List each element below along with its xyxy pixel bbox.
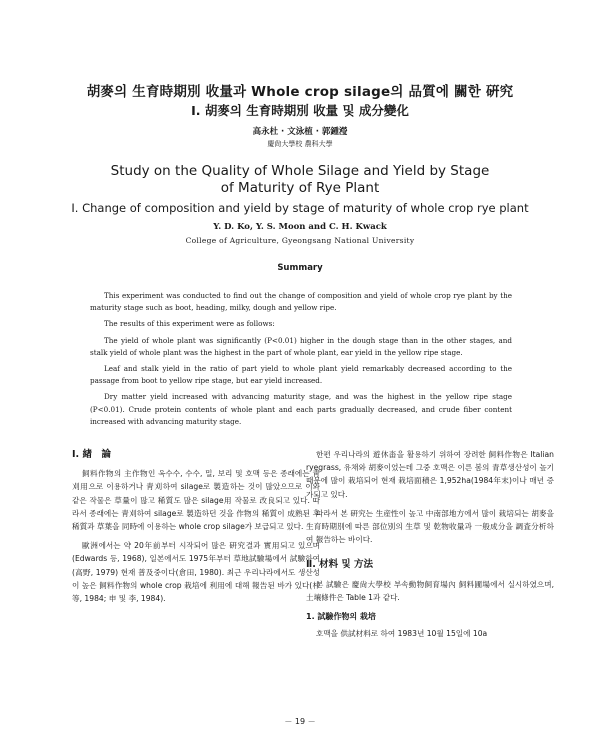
page-number: － 19 － (284, 717, 316, 726)
english-authors: Y. D. Ko, Y. S. Moon and C. H. Kwack (213, 222, 387, 232)
summary-paragraph: The yield of whole plant was significantly (P<0.01) higher in the dough stage than in the other stages, and stalk yield of whole plant was the highest in the part of whole plant, ear yield in the yellow ripe stage. (90, 335, 512, 357)
korean-title: 胡麥의 生育時期別 收量과 Whole crop silage의 品質에 關한 硏究 (86, 84, 514, 100)
english-subtitle: I. Change of composition and yield by stage of maturity of whole crop rye plant (71, 201, 529, 215)
korean-affiliation: 慶尙大學校 農科大學 (267, 140, 333, 148)
body-paragraph: 본 試驗은 慶尙大學校 부속動物飼育場內 飼料圃場에서 실시하였으며, 土壤條件은 Table 1과 같다. (306, 579, 554, 602)
methods-subheading: 1. 試驗作物의 栽培 (306, 612, 376, 622)
body-paragraph: 歐洲에서는 약 20年前부터 시작되어 많은 硏究결과 實用되고 있으며(Edwards 등, 1968), 일본에서도 1975年부터 草地試驗場에서 試驗하여(高野, 1979) 현재 普及중이다(倉田, 1980). 최근 우리나라에서도 생산성이 높은 飼料作物의 whole crop 栽培에 利用에 대해 報告된 바가 있다(朴等, 1984; 申 및 李, 1984). (72, 541, 320, 604)
english-affiliation: College of Agriculture, Gyeongsang National University (185, 236, 415, 245)
english-title-line2: of Maturity of Rye Plant (220, 180, 380, 196)
body-paragraph: 호맥을 供試材料로 하여 1983년 10월 15일에 10a (316, 629, 488, 639)
summary-heading: Summary (277, 263, 323, 273)
summary-body (90, 290, 512, 432)
korean-subtitle: I. 胡麥의 生育時期別 收量 및 成分變化 (191, 103, 409, 118)
english-title-line1: Study on the Quality of Whole Silage and Yield by Stage (110, 163, 490, 179)
left-column (72, 448, 320, 611)
summary-paragraph: The results of this experiment were as follows: (104, 319, 275, 329)
right-column (306, 448, 554, 646)
introduction-heading: I. 緖 論 (72, 449, 111, 460)
body-paragraph: 따라서 본 硏究는 生産性이 높고 中南部地方에서 많이 栽培되는 胡麥을 生育時期別에 따른 部位別의 生草 및 乾物收量과 一般成分을 調査分析하여 報告하는 바이다. (306, 508, 554, 545)
korean-authors: 高永杜 · 文泳植 · 郭鍾瀅 (252, 127, 348, 137)
summary-paragraph: Dry matter yield increased with advancing maturity stage, and was the highest in the yellow ripe stage (P<0.01). Crude protein contents of whole plant and each parts gradually decreased, and crude fiber content increased with advancing maturity stage. (90, 392, 512, 426)
body-paragraph: 飼料作物의 主作物인 옥수수, 수수, 밀, 보리 및 호맥 등은 종래에는 靑刈用으로 이용하거나 靑刈하여 silage로 製造하는 것이 많았으므로 이와 같은 작물은 草量이 많고 稀質도 많은 silage用 작물로 改良되고 있다. 따라서 종래에는 靑刈하여 silage로 製造하던 것을 作物의 稀質이 成熟된 후 稀質과 草葉을 同時에 이용하는 whole crop silage가 보급되고 있다. (72, 469, 320, 532)
summary-paragraph: This experiment was conducted to find out the change of composition and yield of whole crop rye plant by the maturity stage such as boot, heading, milky, dough and yellow ripe. (90, 291, 512, 313)
summary-paragraph: Leaf and stalk yield in the ratio of part yield to whole plant yield remarkably decreased according to the passage from boot to yellow ripe stage, but ear yield increased. (90, 364, 512, 386)
methods-heading: Ⅱ. 材料 및 方法 (306, 559, 373, 571)
body-paragraph: 한편 우리나라의 遊休畓을 활용하기 위하여 장려한 飼料作物은 Italian ryegrass, 유채와 胡麥이었는데 그중 호맥은 이른 봄의 青草생산성이 높기 때문에 많이 栽培되어 현재 栽培面積은 1,952ha(1984年末)이나 매년 증가되고 있다. (306, 450, 554, 499)
